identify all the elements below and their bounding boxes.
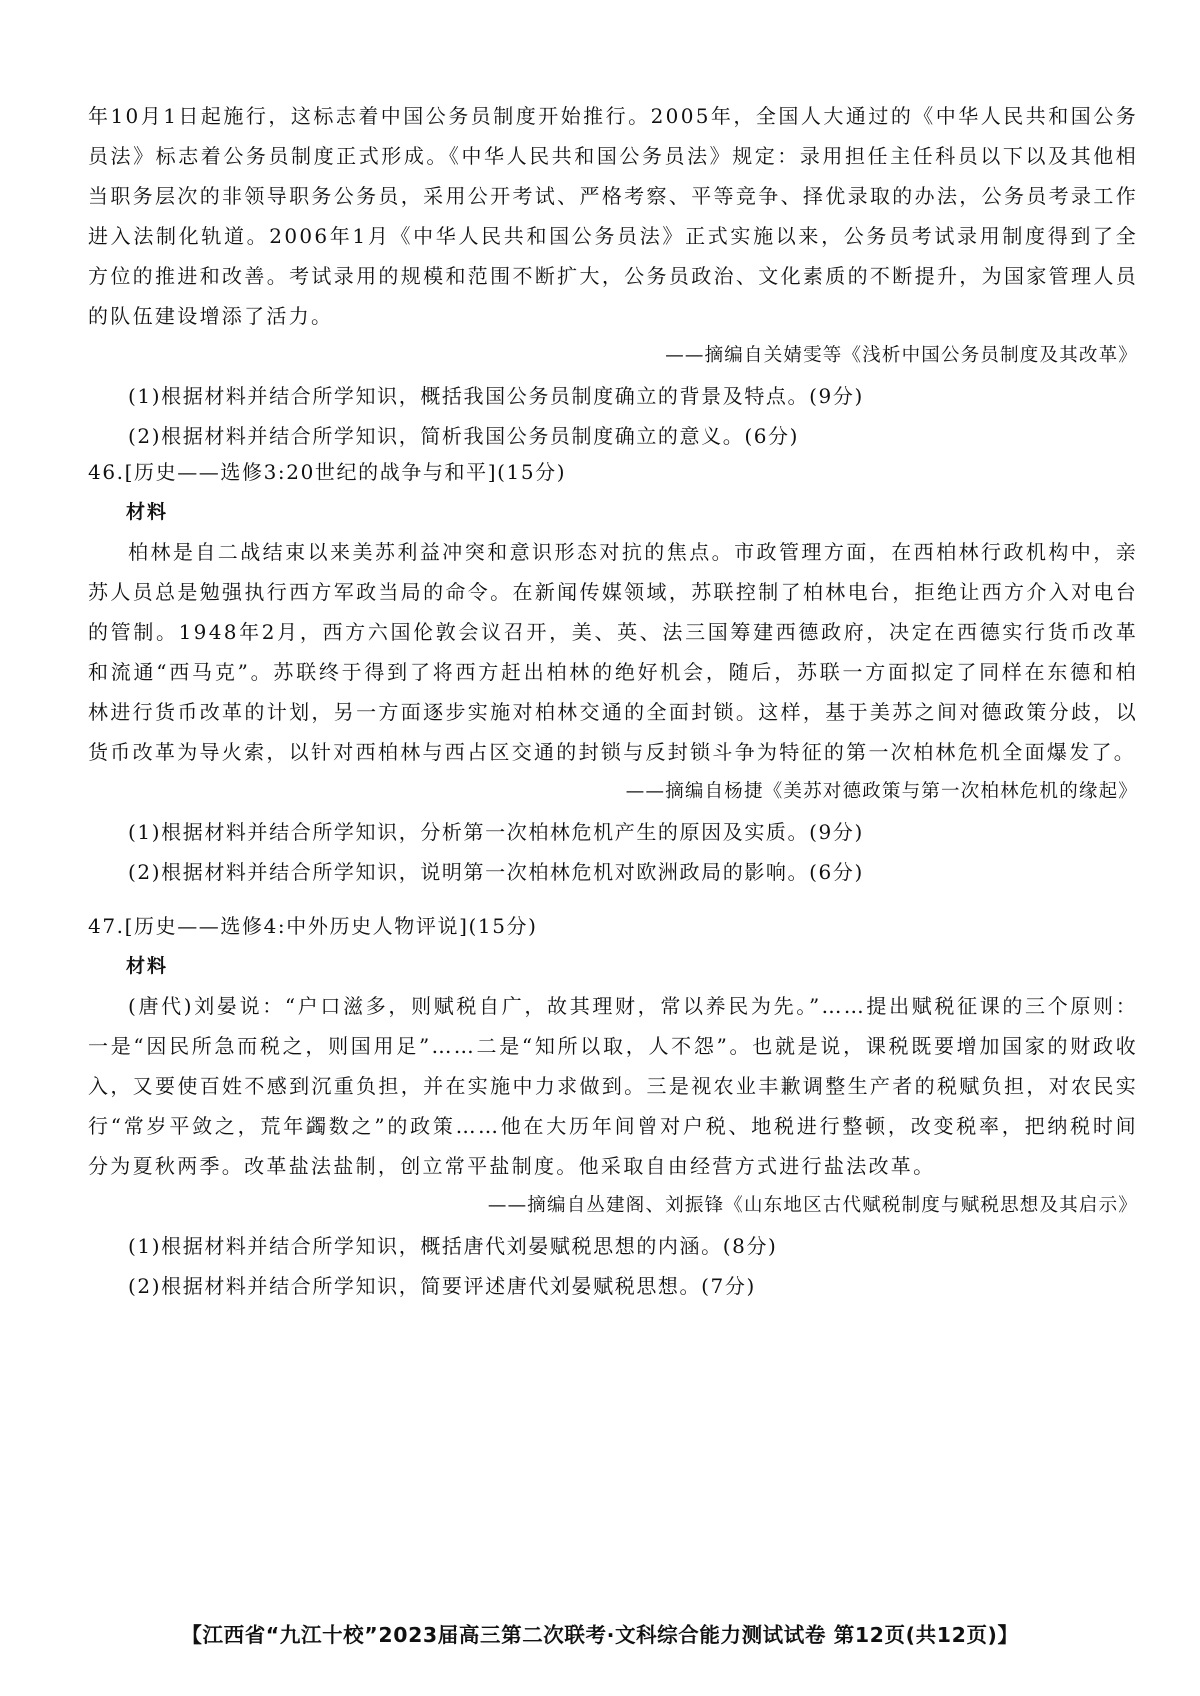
question-1: (1)根据材料并结合所学知识，概括我国公务员制度确立的背景及特点。(9分) bbox=[128, 384, 864, 408]
material-45-continuation bbox=[88, 96, 1138, 456]
question-2: (2)根据材料并结合所学知识，简要评述唐代刘晏赋税思想。(7分) bbox=[128, 1274, 756, 1298]
question-1: (1)根据材料并结合所学知识，分析第一次柏林危机产生的原因及实质。(9分) bbox=[128, 820, 864, 844]
material-paragraph: 年10月1日起施行，这标志着中国公务员制度开始推行。2005年，全国人大通过的《中华人民共和国公务员法》标志着公务员制度正式形成。《中华人民共和国公务员法》规定：录用担任主任科员以下以及其他相当职务层次的非领导职务公务员，采用公开考试、严格考察、平等竞争、择优录取的办法，公务员考录工作进入法制化轨道。2006年1月《中华人民共和国公务员法》正式实施以来，公务员考试录用制度得到了全方位的推进和改善。考试录用的规模和范围不断扩大，公务员政治、文化素质的不断提升，为国家管理人员的队伍建设增添了活力。 bbox=[88, 104, 1138, 328]
question-1: (1)根据材料并结合所学知识，概括唐代刘晏赋税思想的内涵。(8分) bbox=[128, 1234, 778, 1258]
material-paragraph: (唐代)刘晏说：“户口滋多，则赋税自广，故其理财，常以养民为先。”……提出赋税征课的三个原则：一是“因民所急而税之，则国用足”……二是“知所以取，人不怨”。也就是说，课税既要增加国家的财政收入，又要使百姓不感到沉重负担，并在实施中力求做到。三是视农业丰歉调整生产者的税赋负担，对农民实行“常岁平敛之，荒年蠲数之”的政策……他在大历年间曾对户税、地税进行整顿，改变税率，把纳税时间分为夏秋两季。改革盐法盐制，创立常平盐制度。他采取自由经营方式进行盐法改革。 bbox=[88, 994, 1138, 1178]
question-header: 46.[历史——选修3:20世纪的战争与和平](15分) bbox=[88, 460, 567, 484]
source-citation: ——摘编自杨捷《美苏对德政策与第一次柏林危机的缘起》 bbox=[625, 781, 1138, 802]
material-label: 材料 bbox=[126, 501, 169, 523]
material-paragraph: 柏林是自二战结束以来美苏利益冲突和意识形态对抗的焦点。市政管理方面，在西柏林行政机构中，亲苏人员总是勉强执行西方军政当局的命令。在新闻传媒领域，苏联控制了柏林电台，拒绝让西方介入对电台的管制。1948年2月，西方六国伦敦会议召开，美、英、法三国筹建西德政府，决定在西德实行货币改革和流通“西马克”。苏联终于得到了将西方赶出柏林的绝好机会，随后，苏联一方面拟定了同样在东德和柏林进行货币改革的计划，另一方面逐步实施对柏林交通的全面封锁。这样，基于美苏之间对德政策分歧，以货币改革为导火索，以针对西柏林与西占区交通的封锁与反封锁斗争为特征的第一次柏林危机全面爆发了。 bbox=[88, 540, 1138, 764]
material-label: 材料 bbox=[126, 955, 169, 977]
question-2: (2)根据材料并结合所学知识，简析我国公务员制度确立的意义。(6分) bbox=[128, 424, 800, 448]
question-47 bbox=[88, 906, 1138, 1306]
page-footer: 【江西省“九江十校”2023届高三第二次联考·文科综合能力测试试卷 第12页(共12页)】 bbox=[181, 1623, 1019, 1647]
question-2: (2)根据材料并结合所学知识，说明第一次柏林危机对欧洲政局的影响。(6分) bbox=[128, 860, 864, 884]
question-46 bbox=[88, 452, 1138, 892]
question-header: 47.[历史——选修4:中外历史人物评说](15分) bbox=[88, 914, 538, 938]
source-citation: ——摘编自关婧雯等《浅析中国公务员制度及其改革》 bbox=[665, 345, 1138, 366]
source-citation: ——摘编自丛建阁、刘振锋《山东地区古代赋税制度与赋税思想及其启示》 bbox=[487, 1195, 1138, 1216]
